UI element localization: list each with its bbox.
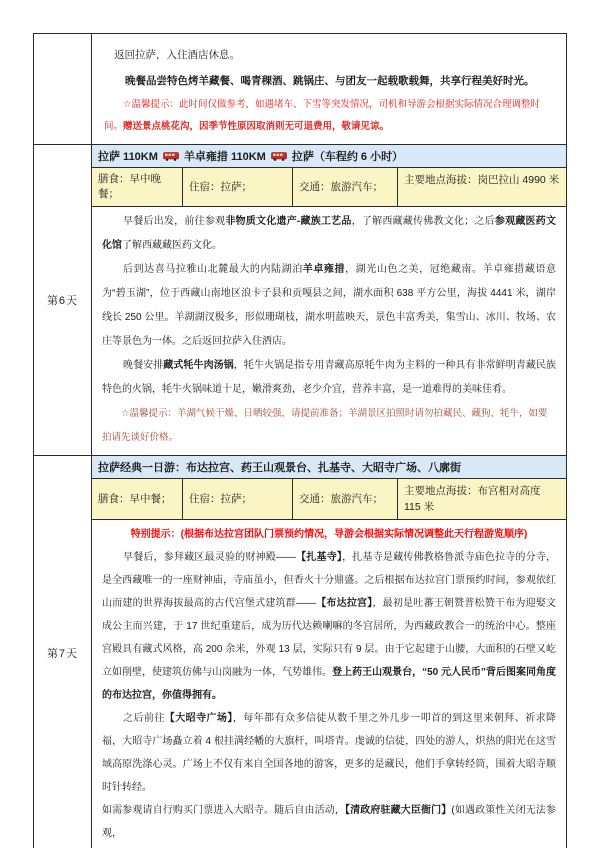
text-run: ，牦牛火锅是指专用青藏高原牦牛肉为主料的一种具有非常鲜明青藏民族特色的火锅，牦牛火锅味道十足，嫩滑爽劲，老少介宜，营养丰富，是一道难得的美味佳肴。	[102, 360, 557, 395]
text-run: ，扎基寺是藏传佛教格鲁派寺庙色拉寺的分寺，是全西藏唯一的一座财神庙，寺庙虽小，但香火十分鼎盛。之后根据布达拉宫门票预约时间，参观依红山而建的世界海拔最高的古代宫堡式建筑群——	[102, 552, 557, 609]
text-run: 早餐后出发，前往参观	[123, 216, 226, 227]
day6-route-header	[92, 145, 566, 168]
paragraph	[102, 210, 556, 258]
text-run: ，每年都有众多信徒从数千里之外几步一叩首的到这里来朝拜、祈求降福，大昭寺广场矗立着 4 根挂满经幡的大旗杆，叫塔青。虔诚的信徒，四处的游人，炽热的阳光在这雪域高原洗涤心灵。广场上不仅有来自全国各地的游客，更多的是藏民，他们手拿转经筒，围着大昭寺顺时针转经。	[102, 713, 557, 793]
text-run: 参观藏医药文化馆	[102, 216, 557, 251]
day6-meals-cell: 膳食：早中晚餐；	[92, 168, 183, 206]
paragraph	[102, 707, 556, 799]
paragraph	[104, 68, 556, 94]
continuation-row	[34, 34, 566, 144]
text-run: 如需参观请自行购买门票进入大昭寺。随后自由活动，	[102, 805, 346, 816]
day7-lodging-cell: 住宿：拉萨；	[183, 479, 293, 519]
text-run: 羊卓雍措	[302, 264, 346, 275]
text-run: 【清政府驻藏大臣衙门】	[345, 805, 452, 816]
text-run: 之后前往	[123, 713, 165, 724]
itinerary-table	[33, 33, 567, 848]
text-run: 晚餐品尝特色烤羊藏餐、喝青稞酒、跳锅庄、与团友一起载歌载舞，共享行程美好时光。	[125, 75, 535, 87]
text-run: 早餐后，参拜藏区最灵验的财神殿——	[123, 552, 296, 563]
text-run: 了解西藏藏医药文化。	[122, 240, 222, 251]
day6-altitude-cell: 主要地点海拔：岗巴拉山 4990 米	[404, 174, 560, 186]
text-run: ☆温馨提示：羊湖气候干燥、日晒较强，请提前准备；羊湖景区拍照时请勿拍藏民、藏狗、牦牛，如要拍请先谈好价格。	[102, 408, 548, 443]
day7-title-header	[92, 456, 566, 479]
paragraph	[102, 799, 556, 845]
bus-icon	[163, 152, 179, 161]
text-run: 【大昭寺广场】	[164, 713, 233, 724]
day6-transport-cell: 交通：旅游汽车；	[293, 168, 398, 206]
text-run: (如遇政策性关闭无法参观，	[102, 805, 557, 839]
day7-label	[34, 456, 92, 848]
day-label-cell-empty	[34, 34, 92, 144]
day6-lodging-cell: 住宿：拉萨；	[183, 168, 293, 206]
text-run: ☆温馨提示：此时间仅做参考，如遇堵车、下雪等突发情况，司机和导游会根据实际情况合理调整时间。	[104, 99, 541, 132]
text-run: 【布达拉宫】	[315, 598, 373, 609]
day6-row-group	[34, 144, 566, 455]
paragraph	[102, 402, 556, 450]
route-segment: 拉萨（车程约 6 小时）	[291, 151, 404, 163]
day7-label-text: 第7天	[46, 648, 79, 660]
paragraph	[104, 94, 556, 138]
text-run: 非物质文化遗产-藏族工艺品	[225, 216, 352, 227]
text-run: 藏式牦牛肉汤锅	[163, 360, 234, 371]
text-run: ，了解西藏藏传佛教文化；之后	[351, 216, 495, 227]
day7-title-text: 拉萨经典一日游：布达拉宫、药王山观景台、扎基寺、大昭寺广场、八廓街	[98, 462, 461, 474]
text-run: 赠送景点桃花沟，因季节性原因取消则无可退费用，敬请见谅。	[123, 121, 390, 132]
text-run: 返回拉萨，入住酒店休息。	[114, 49, 240, 61]
day7-transport-cell: 交通：旅游汽车；	[293, 479, 398, 519]
day6-label-text: 第6天	[46, 295, 79, 307]
paragraph	[102, 354, 556, 402]
paragraph	[104, 42, 556, 68]
day6-info-row	[92, 168, 566, 207]
paragraph	[102, 258, 556, 354]
text-run: 后到达喜马拉雅山北麓最大的内陆湖泊	[123, 264, 303, 275]
day7-row-group	[34, 455, 566, 848]
text-run: 晚餐安排	[123, 360, 164, 371]
text-run: ，湖光山色之美，冠绝藏南。羊卓雍措藏语意为“碧玉湖”，位于西藏山南地区浪卡子县和贡嘎县之间，湖水面积 638 平方公里，海拔 4441 米，湖岸线长 250 公里。羊湖湖汊极多，形似珊瑚枝，湖水明蓝映天，景色丰富秀美，集雪山、冰川、牧场、农庄等景色为一体。之后返回拉萨入住酒店。	[102, 264, 557, 347]
text-run: 特别提示：(根据布达拉宫团队门票预约情况，导游会根据实际情况调整此天行程游览顺序)	[130, 529, 528, 540]
day6-description	[92, 207, 566, 455]
day7-info-row	[92, 479, 566, 520]
bus-icon	[271, 152, 287, 161]
paragraph	[102, 523, 556, 546]
continuation-text	[92, 34, 566, 144]
day6-label	[34, 145, 92, 455]
paragraph	[102, 546, 556, 707]
route-segment: 羊卓雍措 110KM	[183, 151, 266, 163]
day7-altitude-cell: 主要地点海拔：布宫相对高度 115 米	[404, 485, 541, 513]
day7-meals-cell: 膳食：早中餐；	[92, 479, 183, 519]
text-run: ，最初是吐蕃王朝赞普松赞干布为迎娶文成公主而兴建，于 17 世纪重建后，成为历代达赖喇嘛的冬宫居所，为西藏政教合一的统治中心。整座宫殿具有藏式风格，高 200 余米，外观 13 层，实际只有 9 层。由于它起建于山腰，大面积的石壁又屹立如削壁，使建筑仿佛与山岗融为一体，气势雄伟。	[102, 598, 557, 678]
text-run: 登上药王山观景台，“50 元人民币”背后图案同角度的布达拉宫，你值得拥有。	[102, 667, 557, 701]
text-run: 【扎基寺】	[295, 552, 343, 563]
route-segment: 拉萨 110KM	[98, 151, 158, 163]
day7-description	[92, 520, 566, 848]
